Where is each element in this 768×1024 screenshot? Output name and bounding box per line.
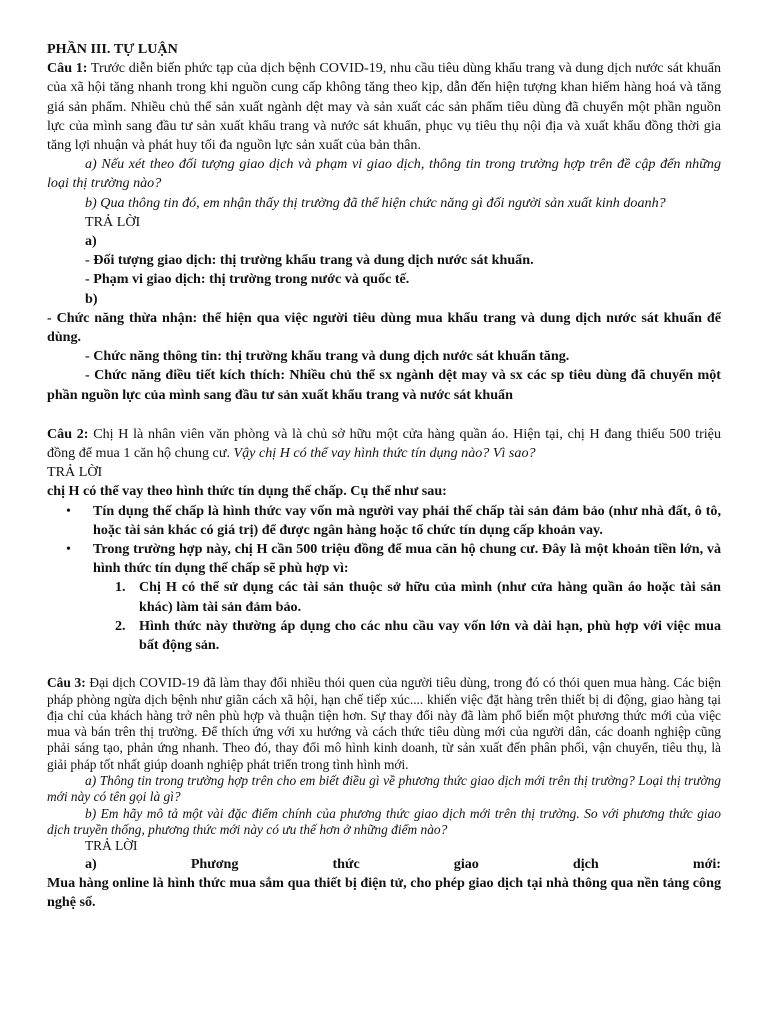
question-3-sub-a: a) Thông tin trong trường hợp trên cho em biết điều gì về phương thức giao dịch mới trên thị trường? Loại thị trường mới này có tên gọi là gì?: [47, 773, 721, 805]
bullet-icon: •: [66, 502, 71, 519]
list-number: 2.: [115, 617, 126, 634]
question-3: [47, 675, 721, 773]
document-page: [47, 40, 721, 912]
answer-2-numbered-list: [47, 578, 721, 655]
answer-3-heading: TRẢ LỜI: [85, 838, 138, 854]
question-1-text: Trước diễn biến phức tạp của dịch bệnh COVID-19, nhu cầu tiêu dùng khẩu trang và dung dịch nước sát khuẩn của xã hội tăng nhanh trong khi nguồn cung cấp không tăng theo kịp, dẫn đến hiện tượng khan hiếm hàng hoá và tăng giá sản phẩm. Nhiều chủ thể sản xuất ngành dệt may và sản xuất các sản phẩm tiêu dùng đã chuyển một phần nguồn lực của mình sang đầu tư sản xuất khẩu trang và nước sát khuẩn, phục vụ tiêu thụ nội địa và xuất khẩu đồng thời gia tăng lợi nhuận và phát huy tối đa nguồn lực sản xuất của bản thân.: [47, 60, 722, 154]
question-3-sub-b: b) Em hãy mô tả một vài đặc điểm chính của phương thức giao dịch mới trên thị trường. So với phương thức giao dịch truyền thống, phương thức mới này có ưu thế hơn ở những điểm nào?: [47, 805, 721, 837]
list-item: 2. Hình thức này thường áp dụng cho các nhu cầu vay vốn lớn và dài hạn, phù hợp với việc mua bất động sản.: [115, 617, 721, 654]
answer-3-a-text: Mua hàng online là hình thức mua sắm qua thiết bị điện tử, cho phép giao dịch tại nhà thông qua nền tảng công nghệ số.: [47, 874, 721, 910]
answer-1-a-line-1: - Đối tượng giao dịch: thị trường khẩu trang và dung dịch nước sát khuẩn.: [85, 252, 534, 269]
question-1-sub-a: a) Nếu xét theo đối tượng giao dịch và phạm vi giao dịch, thông tin trong trường hợp trên đề cập đến những loại thị trường nào?: [47, 156, 721, 192]
question-3-text: Đại dịch COVID-19 đã làm thay đổi nhiều thói quen của người tiêu dùng, trong đó có thói quen mua hàng. Các biện pháp phòng ngừa dịch bệnh như giãn cách xã hội, hạn chế tiếp xúc.... khiến việc đặt hàng trên thiết bị di động, giao hàng tại địa chỉ của khách hàng trở nên phù hợp và thuận tiện hơn. Sự thay đổi này đã làm phổ biến một phương thức mới của việc mua và bán trên thị trường. Để thích ứng với xu hướng và cách thức tiêu dùng mới của người dân, các doanh nghiệp cũng phải sáng tạo, phản ứng nhanh. Theo đó, thay đổi mô hình kinh doanh, từ sản xuất đến phân phối, vận chuyển, tiêu thụ, là giải pháp tốt nhất giúp doanh nghiệp phát triển trong tình hình mới.: [47, 675, 721, 772]
question-1-sub-b: b) Qua thông tin đó, em nhận thấy thị trường đã thể hiện chức năng gì đối người sản xuất kinh doanh?: [85, 194, 666, 211]
answer-1-b-line-3: - Chức năng điều tiết kích thích: Nhiều chủ thể sx ngành dệt may và sx các sp tiêu dùng đã chuyển một phần nguồn lực của mình sang đầu tư sản xuất khẩu trang và nước sát khuẩn: [47, 367, 721, 403]
question-1: [47, 59, 721, 155]
answer-2-intro: chị H có thể vay theo hình thức tín dụng thế chấp. Cụ thể như sau:: [47, 483, 447, 500]
answer-3-a-heading: a) Phương thức giao dịch mới:: [85, 855, 721, 872]
question-3-label: Câu 3:: [47, 675, 86, 691]
answer-2-heading: TRẢ LỜI: [47, 464, 103, 481]
question-2-question: Vậy chị H có thể vay hình thức tín dụng nào? Vì sao?: [233, 445, 536, 462]
list-item: • Trong trường hợp này, chị H cần 500 triệu đồng để mua căn hộ chung cư. Đây là một khoản tiền lớn, và hình thức tín dụng thế chấp sẽ phù hợp vì:: [66, 541, 721, 577]
section-title: PHẦN III. TỰ LUẬN: [47, 41, 178, 57]
question-1-label: Câu 1:: [47, 60, 88, 77]
question-2-label: Câu 2:: [47, 425, 89, 442]
list-item: 1. Chị H có thể sử dụng các tài sản thuộc sở hữu của mình (như cửa hàng quần áo hoặc tài sản khác) làm tài sản đảm bảo.: [115, 579, 721, 615]
question-2-text: Chị H là nhân viên văn phòng và là chủ sở hữu một cửa hàng quần áo. Hiện tại, chị H đang thiếu 500 triệu đồng để mua 1 căn hộ chung cư.: [47, 425, 721, 462]
answer-1-b-line-2: - Chức năng thông tin: thị trường khẩu trang và dung dịch nước sát khuẩn tăng.: [85, 348, 570, 365]
question-2: [47, 425, 721, 463]
bullet-icon: •: [66, 541, 71, 558]
question-3-block: [47, 675, 721, 854]
answer-1-heading: TRẢ LỜI: [85, 213, 141, 230]
answer-1-b-line-1: - Chức năng thừa nhận: thể hiện qua việc người tiêu dùng mua khẩu trang và dung dịch nước sát khuẩn để dùng.: [47, 309, 721, 346]
answer-1-b-label: b): [85, 290, 98, 307]
answer-2-bullet-list: [47, 502, 721, 579]
list-item: • Tín dụng thế chấp là hình thức vay vốn mà người vay phải thế chấp tài sản đảm bảo (như nhà đất, ô tô, hoặc tài sản khác có giá trị) để được ngân hàng hoặc tổ chức tín dụng cấp khoản vay.: [66, 502, 721, 538]
answer-1-a-label: a): [85, 233, 97, 250]
answer-1-a-line-2: - Phạm vi giao dịch: thị trường trong nước và quốc tế.: [85, 271, 410, 288]
list-number: 1.: [115, 579, 126, 596]
